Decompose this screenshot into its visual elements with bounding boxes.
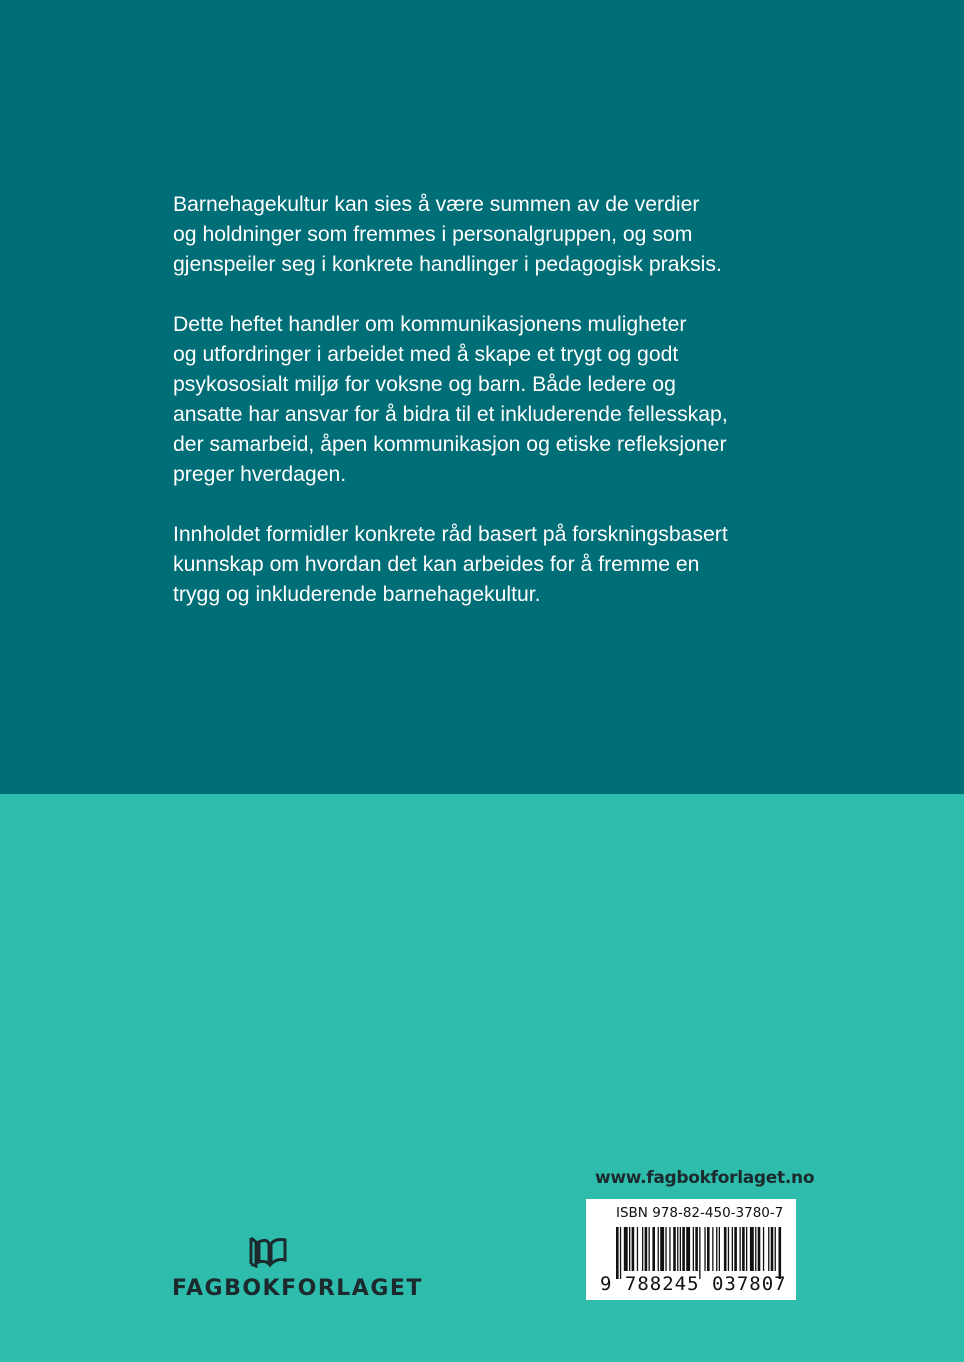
barcode-bar (673, 1227, 676, 1271)
blurb-paragraph-3: Innholdet formidler konkrete råd basert på forskningsbasert kunnskap om hvordan det kan arbeides for å fremme en trygg og inkluderende barnehagekultur. (173, 523, 728, 606)
barcode-bar (716, 1227, 717, 1271)
barcode-bar (677, 1227, 678, 1271)
barcode-bar (695, 1227, 698, 1271)
barcode-bar (704, 1227, 705, 1271)
barcode-bar (616, 1227, 619, 1279)
back-cover-blurb (173, 190, 793, 640)
barcode-bar (693, 1227, 694, 1271)
barcode-bar (763, 1227, 764, 1271)
barcode-bar (645, 1227, 648, 1271)
barcode-bar (779, 1227, 782, 1279)
publisher-website: www.fagbokforlaget.no (595, 1168, 815, 1188)
barcode-bar (620, 1227, 621, 1279)
barcode-bar (707, 1227, 710, 1271)
barcode-bar (724, 1227, 727, 1271)
barcode-bar (732, 1227, 733, 1271)
barcode-bar (719, 1227, 720, 1271)
barcode-bar (629, 1227, 630, 1271)
blurb-paragraph-1: Barnehagekultur kan sies å være summen av de verdier og holdninger som fremmes i personalgruppen, og som gjenspeiler seg i konkrete handlinger i pedagogisk praksis. (173, 193, 722, 276)
barcode-bar (669, 1227, 670, 1271)
isbn-number: ISBN 978-82-450-3780-7 (616, 1205, 784, 1221)
publisher-logo (172, 1236, 423, 1306)
open-book-logo-icon (247, 1236, 289, 1268)
barcode-bar (680, 1227, 681, 1271)
ean-digits: 9 788245 037807 (600, 1273, 787, 1295)
barcode-bar (768, 1227, 769, 1271)
barcode-bar (624, 1227, 628, 1271)
barcode-bar (746, 1227, 747, 1271)
barcode-bar (750, 1227, 754, 1271)
barcode-bar (775, 1227, 776, 1271)
barcode-bar (637, 1227, 638, 1271)
barcode-bar (632, 1227, 635, 1271)
barcode-bar (686, 1227, 690, 1271)
barcode-bar (740, 1227, 741, 1271)
barcode-bar (665, 1227, 666, 1271)
barcode-bar (771, 1227, 774, 1271)
bottom-panel (0, 794, 964, 1362)
barcode-bar (742, 1227, 745, 1271)
barcode-bar (734, 1227, 737, 1271)
blurb-paragraph-2: Dette heftet handler om kommunikasjonens muligheter og utfordringer i arbeidet med å skape et trygt og godt psykososialt miljø for voksne og barn. Både ledere og ansatte har ansvar for å bidra til et inkluderende fellesskap, der samarbeid, åpen kommunikasjon og etiske refleksjoner preger hverdagen. (173, 313, 728, 486)
barcode-bar (660, 1227, 664, 1271)
publisher-name: FAGBOKFORLAGET (172, 1276, 423, 1301)
isbn-barcode (586, 1199, 796, 1300)
barcode-bar (652, 1227, 655, 1271)
barcode-bar (728, 1227, 729, 1271)
barcode-bar (699, 1227, 700, 1279)
barcode-bar (658, 1227, 659, 1271)
barcode-bar (712, 1227, 713, 1271)
barcode-bar (649, 1227, 650, 1271)
barcode-bar (682, 1227, 685, 1271)
barcode-bar (755, 1227, 756, 1271)
barcode-bar (642, 1227, 643, 1271)
barcode-bar (758, 1227, 761, 1271)
